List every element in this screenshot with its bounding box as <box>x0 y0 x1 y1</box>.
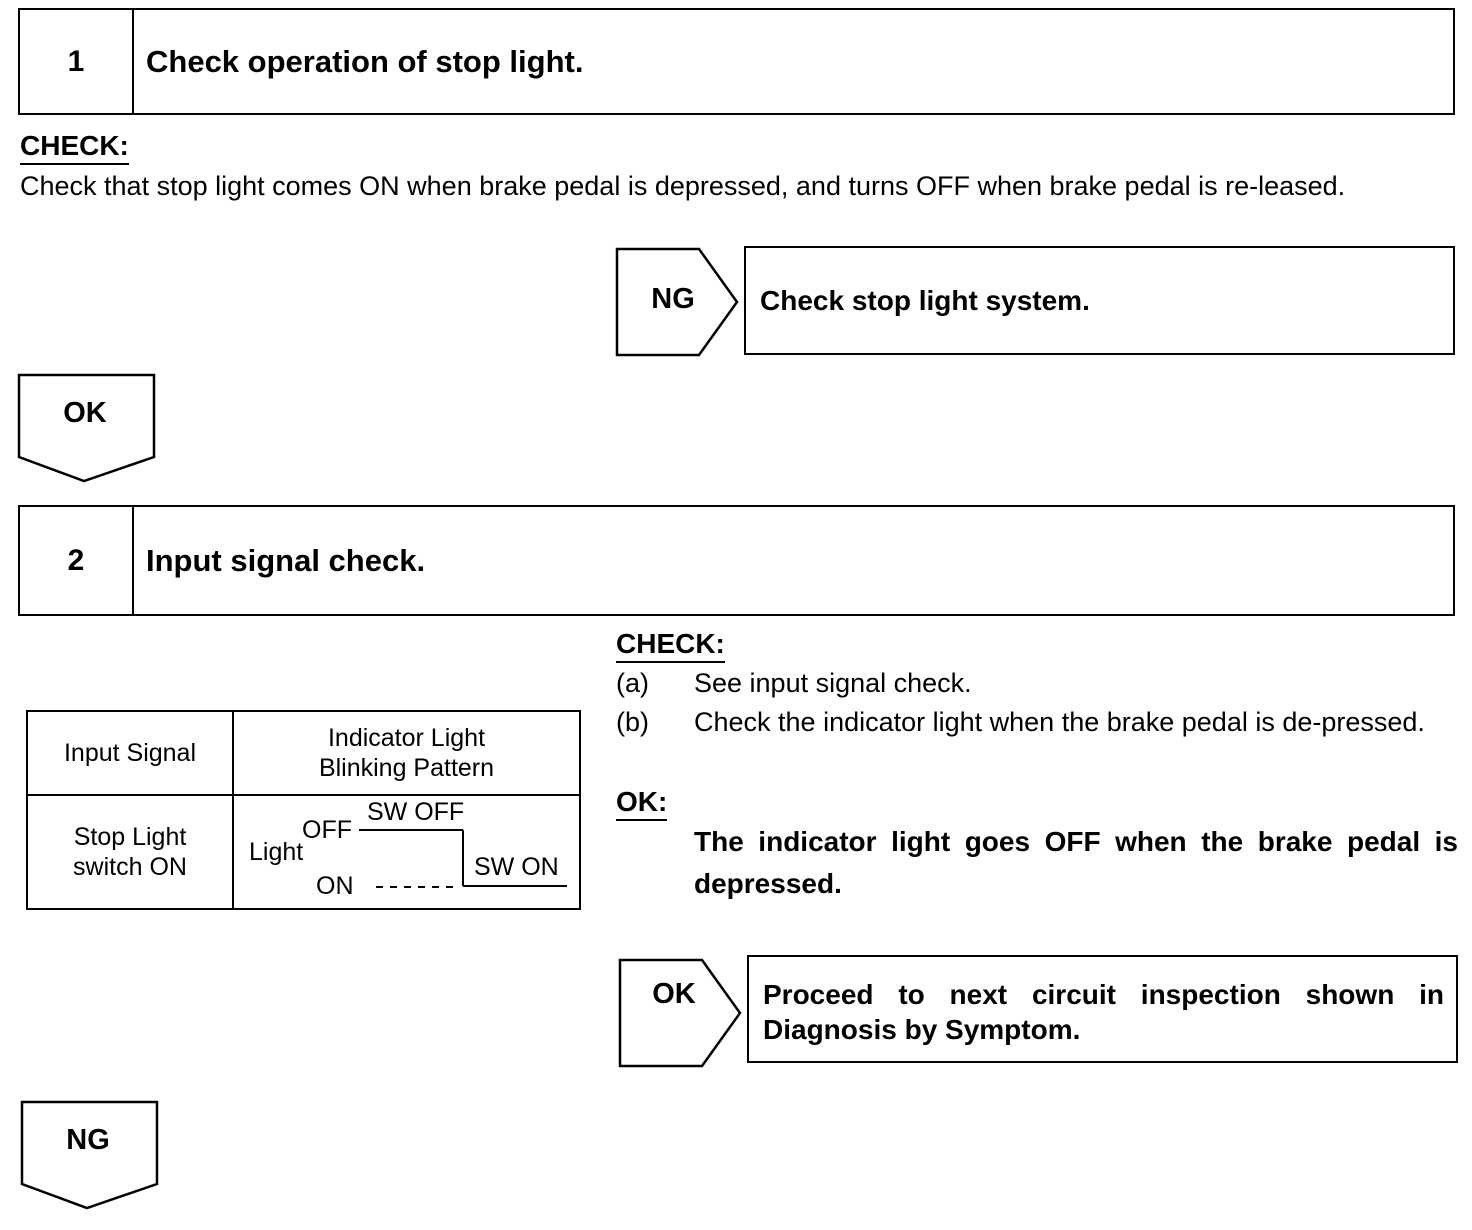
step-2-header <box>18 505 1455 616</box>
off-label: OFF <box>302 816 352 844</box>
right-arrow-icon <box>618 958 744 1068</box>
step-title: Check operation of stop light. <box>146 43 584 79</box>
header-input-signal: Input Signal <box>27 711 233 795</box>
check-text: Check that stop light comes ON when brake pedal is depressed, and turns OFF when brake pedal is re-leased. <box>20 171 1346 201</box>
step-number: 2 <box>20 507 134 614</box>
ok-arrow <box>618 958 744 1068</box>
ng-arrow <box>615 247 741 357</box>
step-title: Input signal check. <box>146 542 426 578</box>
table-row <box>27 795 580 909</box>
ok-criteria-text: The indicator light goes OFF when the brake pedal is depressed. <box>694 826 1458 899</box>
item-text: Check the indicator light when the brake pedal is de-pressed. <box>694 707 1425 737</box>
check-heading: CHECK: <box>20 130 129 165</box>
ok-label: OK <box>63 397 107 429</box>
input-signal-table <box>26 710 581 910</box>
ok-label: OK <box>652 978 696 1010</box>
step-1-header <box>18 8 1455 115</box>
ok-arrow <box>17 373 158 485</box>
on-label: ON <box>316 872 354 900</box>
ng-result-box <box>744 246 1455 355</box>
ng-label: NG <box>651 283 695 315</box>
ok-result-text: Proceed to next circuit inspection shown in Diagnosis by Symptom. <box>763 979 1444 1045</box>
header-blinking-pattern: Indicator Light Blinking Pattern <box>233 711 580 795</box>
sw-off-label: SW OFF <box>367 798 465 826</box>
item-marker: (b) <box>616 707 649 737</box>
sw-on-label: SW ON <box>474 853 559 881</box>
pattern-cell <box>233 795 580 909</box>
ng-label: NG <box>66 1124 110 1156</box>
table-header-row <box>27 711 580 795</box>
stop-light-cell: Stop Light switch ON <box>27 795 233 909</box>
ok-heading: OK: <box>616 786 667 821</box>
ok-result-box <box>747 955 1458 1063</box>
light-label: Light <box>249 838 304 866</box>
item-marker: (a) <box>616 668 649 698</box>
ng-result-text: Check stop light system. <box>760 284 1090 316</box>
step-number: 1 <box>20 10 134 113</box>
item-text: See input signal check. <box>694 668 972 698</box>
ng-arrow <box>20 1100 161 1212</box>
check-heading: CHECK: <box>616 628 725 663</box>
